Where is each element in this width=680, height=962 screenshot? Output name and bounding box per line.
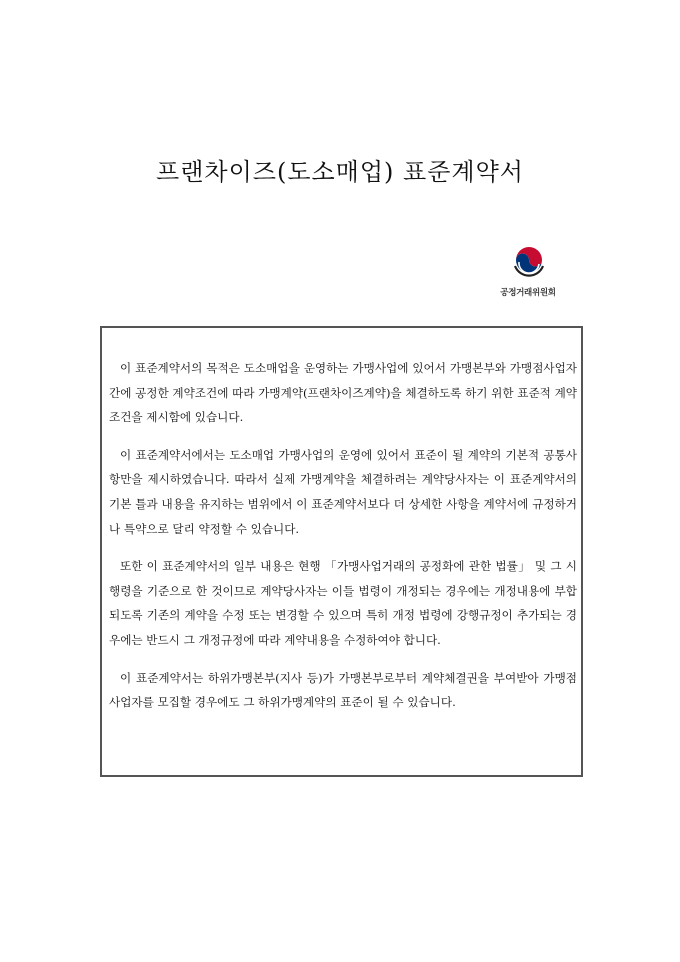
document-title: 프랜차이즈(도소매업) 표준계약서 <box>156 158 524 186</box>
notice-paragraph: 이 표준계약서는 하위가맹본부(지사 등)가 가맹본부로부터 계약체결권을 부여받아 가맹점사업자를 모집할 경우에도 그 하위가맹계약의 표준이 될 수 있습니다. <box>109 670 577 710</box>
notice-box <box>100 326 583 777</box>
notice-paragraph: 이 표준계약서에서는 도소매업 가맹사업의 운영에 있어서 표준이 될 계약의 기본적 공통사항만을 제시하였습니다. 따라서 실제 가맹계약을 체결하려는 계약당사자는 이 표준계약서의 기본 틀과 내용을 유지하는 범위에서 이 표준계약서보다 더 상세한 사항을 계약서에 규정하거나 특약으로 달리 약정할 수 있습니다. <box>109 447 577 536</box>
notice-paragraph: 또한 이 표준계약서의 일부 내용은 현행 「가맹사업거래의 공정화에 관한 법률」 및 그 시행령을 기준으로 한 것이므로 계약당사자는 이들 법령이 개정되는 경우에는 개정내용에 부합되도록 기존의 계약을 수정 또는 변경할 수 있으며 특히 개정 법령에 강행규정이 추가되는 경우에는 반드시 그 개정규정에 따라 계약내용을 수정하여야 합니다. <box>109 559 577 647</box>
ftc-logo <box>492 240 564 304</box>
taegeuk-emblem-icon <box>511 240 547 280</box>
organization-name: 공정거래위원회 <box>500 288 556 298</box>
notice-paragraph: 이 표준계약서의 목적은 도소매업을 운영하는 가맹사업에 있어서 가맹본부와 가맹점사업자 간에 공정한 계약조건에 따라 가맹계약(프랜차이즈계약)을 체결하도록 하기 위한 표준적 계약조건을 제시함에 있습니다. <box>109 361 577 425</box>
notice-body <box>109 356 577 715</box>
